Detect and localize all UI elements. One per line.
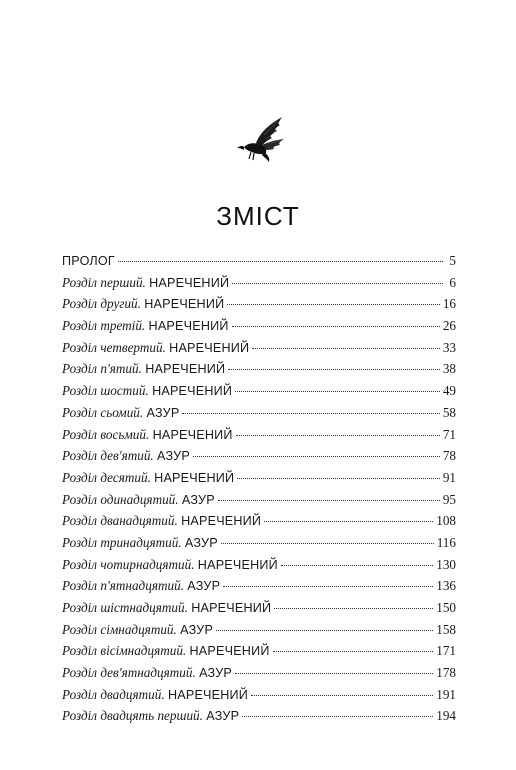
dot-leader — [118, 261, 443, 262]
toc-chapter-title: НАРЕЧЕНИЙ — [154, 470, 235, 485]
dot-leader — [235, 673, 433, 674]
toc-entry — [62, 380, 456, 402]
toc-chapter-label: Розділ восьмий. — [62, 426, 150, 442]
dot-leader — [232, 283, 443, 284]
dot-leader — [273, 651, 434, 652]
toc-chapter-label: Розділ сімнадцятий. — [62, 621, 177, 637]
toc-chapter-label: Розділ дев'ятнадцятий. — [62, 665, 196, 681]
toc-chapter-title: АЗУР — [199, 666, 233, 681]
toc-entry — [62, 272, 456, 294]
toc-chapter-title: НАРЕЧЕНИЙ — [152, 384, 233, 399]
toc-chapter-label: Розділ одинадцятий. — [62, 491, 179, 507]
toc-chapter-label: Розділ десятий. — [62, 469, 151, 485]
toc-chapter-label: Розділ дев'ятий. — [62, 448, 154, 464]
dot-leader — [223, 586, 433, 587]
toc-page-number: 26 — [442, 318, 456, 334]
toc-page-number: 95 — [442, 491, 456, 507]
toc-entry — [62, 250, 456, 272]
dot-leader — [251, 695, 433, 696]
toc-chapter-title: ПРОЛОГ — [62, 254, 115, 268]
toc-entry — [62, 554, 456, 576]
toc-page-number: 108 — [436, 513, 456, 529]
dot-leader — [218, 500, 440, 501]
toc-entry — [62, 619, 456, 641]
toc-chapter-label: Розділ шостий. — [62, 383, 149, 399]
toc-chapter-label: Розділ чотирнадцятий. — [62, 556, 195, 572]
toc-page-number: 171 — [436, 643, 456, 659]
toc-chapter-label: Розділ двадцятий. — [62, 686, 165, 702]
toc-chapter-title: НАРЕЧЕНИЙ — [149, 275, 230, 290]
toc-chapter-title: НАРЕЧЕНИЙ — [167, 687, 249, 702]
toc-chapter-label: Розділ третій. — [62, 318, 146, 334]
toc-entry — [62, 640, 456, 662]
toc-entry — [62, 532, 456, 554]
toc-entry — [62, 575, 456, 597]
toc-page-number: 5 — [449, 253, 456, 268]
toc-chapter-title: АЗУР — [187, 579, 221, 594]
toc-chapter-title: НАРЕЧЕНИЙ — [148, 319, 229, 334]
toc-entry — [62, 705, 456, 727]
dot-leader — [281, 565, 433, 566]
dot-leader — [232, 326, 440, 327]
toc-chapter-title: АЗУР — [206, 709, 240, 724]
toc-entry — [62, 489, 456, 511]
toc-chapter-title: НАРЕЧЕНИЙ — [169, 340, 250, 355]
toc-chapter-label: Розділ шістнадцятий. — [62, 600, 188, 615]
dot-leader — [221, 543, 434, 544]
toc-chapter-title: НАРЕЧЕНИЙ — [181, 514, 262, 529]
toc-chapter-label: Розділ другий. — [62, 296, 141, 312]
toc-entry — [62, 402, 456, 424]
dot-leader — [235, 391, 440, 392]
toc-page-number: 194 — [436, 708, 456, 724]
toc-page-number: 33 — [442, 339, 456, 355]
toc-entry — [62, 445, 456, 467]
toc-page-number: 16 — [442, 296, 456, 312]
raven-icon — [234, 113, 292, 167]
toc-chapter-label: Розділ перший. — [62, 274, 146, 290]
dot-leader — [242, 716, 433, 717]
toc-entry — [62, 662, 456, 684]
toc-chapter-title: АЗУР — [181, 492, 215, 507]
toc-page-number: 71 — [442, 426, 456, 442]
toc-chapter-label: Розділ дванадцятий. — [62, 513, 178, 529]
toc-entry — [62, 337, 456, 359]
toc-chapter-title: НАРЕЧЕНИЙ — [189, 644, 270, 659]
toc-page-number: 150 — [436, 600, 456, 615]
toc-chapter-title: АЗУР — [180, 622, 214, 637]
toc-entry — [62, 315, 456, 337]
toc-page-number: 116 — [436, 534, 456, 550]
toc-page-number: 130 — [436, 556, 456, 572]
dot-leader — [236, 435, 440, 436]
toc-page-number: 136 — [436, 578, 456, 594]
toc-chapter-title: НАРЕЧЕНИЙ — [197, 557, 278, 572]
toc-entry — [62, 467, 456, 489]
toc-page-number: 78 — [442, 448, 456, 464]
toc-page-number: 49 — [442, 383, 456, 399]
toc-chapter-title: АЗУР — [157, 449, 190, 464]
toc-chapter-label: Розділ тринадцятий. — [62, 534, 182, 550]
toc-entry — [62, 597, 456, 619]
toc-chapter-title: АЗУР — [146, 405, 180, 420]
toc-entry — [62, 293, 456, 315]
dot-leader — [237, 478, 440, 479]
toc-chapter-label: Розділ п'ятий. — [62, 361, 142, 377]
toc-page-number: 178 — [436, 665, 456, 681]
toc-chapter-label: Розділ двадцять перший. — [62, 708, 203, 724]
dot-leader — [252, 348, 440, 349]
toc-chapter-label: Розділ вісімнадцятий. — [62, 643, 187, 659]
table-of-contents — [62, 250, 456, 727]
toc-page-number: 6 — [449, 274, 456, 290]
toc-chapter-label: Розділ п'ятнадцятий. — [62, 578, 184, 594]
toc-chapter-title: НАРЕЧЕНИЙ — [144, 297, 225, 312]
toc-page-number: 91 — [442, 469, 456, 485]
toc-entry — [62, 684, 456, 706]
toc-chapter-title: НАРЕЧЕНИЙ — [191, 601, 272, 615]
toc-chapter-title: НАРЕЧЕНИЙ — [152, 427, 233, 442]
toc-page-number: 191 — [436, 686, 456, 702]
toc-page-number: 38 — [442, 361, 456, 377]
toc-chapter-label: Розділ сьомий. — [62, 404, 144, 420]
toc-entry — [62, 510, 456, 532]
toc-page-number: 158 — [436, 621, 456, 637]
toc-chapter-title: НАРЕЧЕНИЙ — [145, 362, 226, 377]
toc-chapter-label: Розділ четвертий. — [62, 339, 166, 355]
dot-leader — [264, 521, 433, 522]
toc-chapter-title: АЗУР — [184, 535, 218, 550]
dot-leader — [216, 630, 433, 631]
dot-leader — [227, 304, 439, 305]
toc-page-number: 58 — [442, 404, 456, 420]
dot-leader — [228, 369, 440, 370]
toc-entry — [62, 358, 456, 380]
dot-leader — [182, 413, 439, 414]
dot-leader — [274, 608, 433, 609]
toc-entry — [62, 424, 456, 446]
dot-leader — [193, 456, 440, 457]
page-title: ЗМІСТ — [216, 201, 300, 231]
